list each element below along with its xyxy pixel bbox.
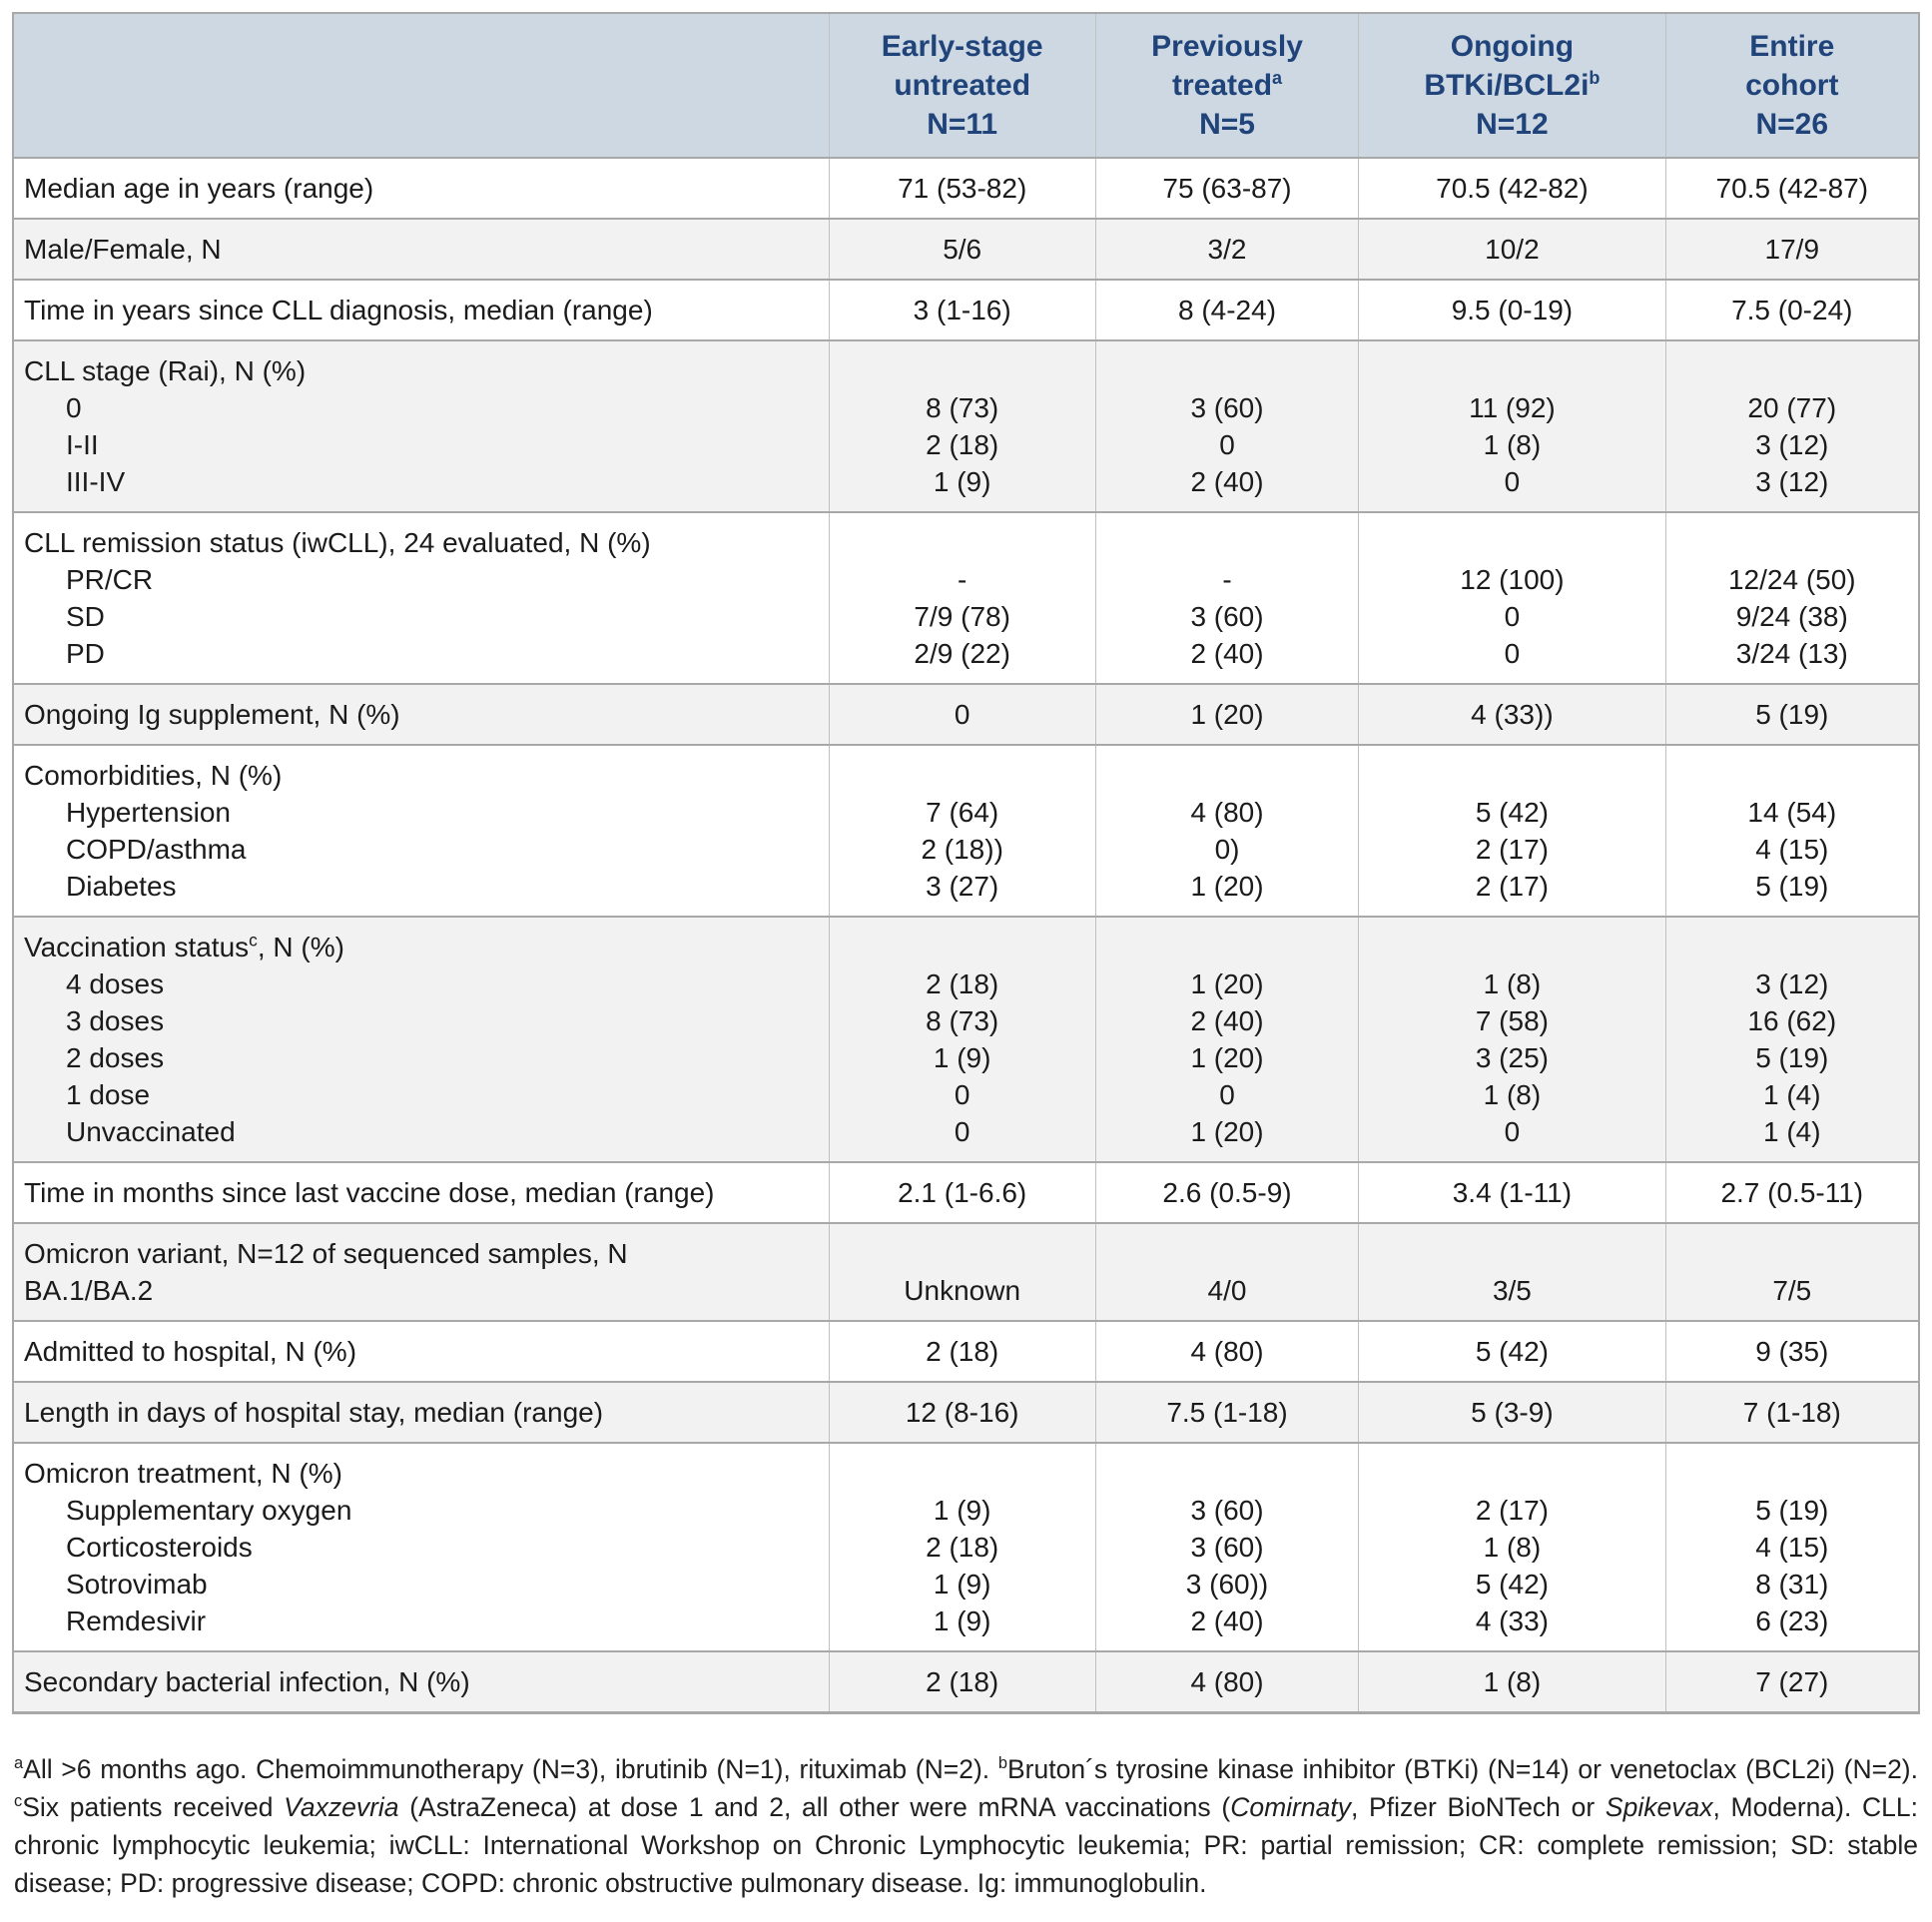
table-row xyxy=(13,280,1919,340)
value-line: 2.1 (1-6.6) xyxy=(898,1177,1027,1208)
value-line: 0 xyxy=(954,699,970,730)
value-line: 3 (12) xyxy=(1755,968,1829,999)
value-line: 5 (42) xyxy=(1475,797,1549,828)
row-label-line: COPD/asthma xyxy=(66,834,247,865)
row-label-cell xyxy=(13,158,829,219)
value-cell xyxy=(1665,512,1919,684)
value-line: Unknown xyxy=(904,1275,1021,1306)
value-line: 4/0 xyxy=(1207,1275,1247,1306)
row-label-cell xyxy=(13,1223,829,1321)
row-label-cell xyxy=(13,340,829,512)
value-line: 3 (25) xyxy=(1475,1042,1549,1073)
table-row xyxy=(13,1162,1919,1223)
value-line: 1 (4) xyxy=(1763,1079,1821,1110)
value-cell xyxy=(1665,745,1919,917)
footnote-vaccine-name: Comirnaty xyxy=(1230,1792,1351,1822)
value-line: 3 (60) xyxy=(1190,1495,1264,1526)
row-label-line: BA.1/BA.2 xyxy=(24,1275,154,1306)
value-cell xyxy=(1359,684,1665,745)
row-label-line: 0 xyxy=(66,392,82,423)
value-line: 4 (80) xyxy=(1190,797,1264,828)
value-line: 3/5 xyxy=(1492,1275,1532,1306)
row-label-line: Diabetes xyxy=(66,871,177,902)
row-label-line: PR/CR xyxy=(66,564,154,595)
value-cell xyxy=(1095,1651,1358,1713)
row-label-line: CLL remission status (iwCLL), 24 evaluated, N (%) xyxy=(24,527,651,558)
value-cell xyxy=(1665,340,1919,512)
value-line: 6 (23) xyxy=(1755,1605,1829,1636)
value-line xyxy=(1369,1235,1654,1272)
row-label-cell xyxy=(13,1162,829,1223)
value-line: 9 (35) xyxy=(1755,1336,1829,1367)
value-line: 0 xyxy=(954,1079,970,1110)
value-line xyxy=(840,929,1085,965)
value-cell xyxy=(1665,1162,1919,1223)
value-line: 7/5 xyxy=(1772,1275,1812,1306)
value-line: 9/24 (38) xyxy=(1735,601,1848,632)
value-cell xyxy=(1665,917,1919,1162)
value-line: 1 (20) xyxy=(1190,1116,1264,1147)
value-cell xyxy=(829,1443,1095,1651)
value-cell xyxy=(1095,1321,1358,1382)
value-line: 11 (92) xyxy=(1469,392,1556,423)
row-label-line: I-II xyxy=(66,429,99,460)
value-line xyxy=(1369,757,1654,794)
column-header: Early-stage untreated N=11 xyxy=(829,13,1095,158)
row-label-cell xyxy=(13,219,829,280)
value-line: 2 (40) xyxy=(1190,638,1264,669)
footnote-marker: a xyxy=(14,1754,24,1773)
value-cell xyxy=(1359,1651,1665,1713)
value-line: 2/9 (22) xyxy=(914,638,1010,669)
value-cell xyxy=(1359,1162,1665,1223)
row-label-line: Omicron treatment, N (%) xyxy=(24,1458,342,1489)
value-cell xyxy=(1359,219,1665,280)
value-line: 2 (40) xyxy=(1190,1605,1264,1636)
header-footnote-marker: b xyxy=(1589,68,1601,88)
row-label-cell xyxy=(13,280,829,340)
value-line: 4 (15) xyxy=(1755,1532,1829,1563)
value-line: 1 (9) xyxy=(933,1042,991,1073)
value-line: 0 xyxy=(1504,601,1521,632)
row-label-cell xyxy=(13,512,829,684)
value-line: 0 xyxy=(1219,1079,1235,1110)
row-label-line: CLL stage (Rai), N (%) xyxy=(24,355,307,386)
value-line xyxy=(1106,757,1348,794)
value-line xyxy=(1676,757,1908,794)
value-cell xyxy=(1665,1651,1919,1713)
value-line xyxy=(1369,929,1654,965)
value-line: 12/24 (50) xyxy=(1727,564,1856,595)
row-label-line: Sotrovimab xyxy=(66,1569,208,1600)
value-line: 5 (3-9) xyxy=(1471,1397,1554,1428)
table-row xyxy=(13,158,1919,219)
value-line xyxy=(1676,1235,1908,1272)
value-line: 4 (33)) xyxy=(1471,699,1554,730)
row-label-line: Unvaccinated xyxy=(66,1116,236,1147)
value-line: 2 (40) xyxy=(1190,466,1264,497)
value-line: 70.5 (42-82) xyxy=(1436,173,1589,204)
header-label-spacer xyxy=(13,13,829,158)
value-line: 2.7 (0.5-11) xyxy=(1720,1177,1864,1208)
value-line: 2 (17) xyxy=(1475,871,1549,902)
value-cell xyxy=(1665,1382,1919,1443)
value-line xyxy=(1369,1455,1654,1492)
value-line: 4 (33) xyxy=(1475,1605,1549,1636)
value-line: 3.4 (1-11) xyxy=(1452,1177,1573,1208)
value-cell xyxy=(1095,1223,1358,1321)
value-line: 1 (8) xyxy=(1483,429,1542,460)
row-label-line: Admitted to hospital, N (%) xyxy=(24,1336,357,1367)
row-label-cell xyxy=(13,1443,829,1651)
row-label-cell xyxy=(13,917,829,1162)
value-line: 5 (19) xyxy=(1755,871,1829,902)
value-line: 17/9 xyxy=(1764,234,1820,265)
value-cell xyxy=(1359,340,1665,512)
value-line: 1 (8) xyxy=(1483,1666,1542,1697)
row-label-line: Supplementary oxygen xyxy=(66,1495,352,1526)
row-label-line: 2 doses xyxy=(66,1042,165,1073)
value-line: 3/2 xyxy=(1207,234,1247,265)
row-label-cell xyxy=(13,684,829,745)
value-line: 2 (17) xyxy=(1475,1495,1549,1526)
row-label-cell xyxy=(13,1321,829,1382)
value-line: 5 (19) xyxy=(1755,1042,1829,1073)
value-cell xyxy=(829,745,1095,917)
patient-characteristics-table xyxy=(12,12,1920,1714)
value-line xyxy=(1106,1455,1348,1492)
value-line: 75 (63-87) xyxy=(1162,173,1292,204)
value-cell xyxy=(1359,1321,1665,1382)
value-line: 7 (27) xyxy=(1755,1666,1829,1697)
value-line xyxy=(1106,929,1348,965)
row-label-line: Time in years since CLL diagnosis, median (range) xyxy=(24,295,653,325)
value-line: 4 (80) xyxy=(1190,1666,1264,1697)
value-line: 3 (60) xyxy=(1190,392,1264,423)
value-line: 10/2 xyxy=(1485,234,1540,265)
value-cell xyxy=(1665,219,1919,280)
value-line: 1 (9) xyxy=(933,1569,991,1600)
value-line: 8 (4-24) xyxy=(1177,295,1277,325)
value-line: 1 (8) xyxy=(1483,1079,1542,1110)
value-line xyxy=(840,524,1085,561)
value-line: 12 (8-16) xyxy=(905,1397,1019,1428)
value-line: 1 (20) xyxy=(1190,968,1264,999)
value-line: 1 (9) xyxy=(933,1495,991,1526)
row-label-line: 3 doses xyxy=(66,1005,165,1036)
value-line: 8 (31) xyxy=(1755,1569,1829,1600)
row-label-line: Comorbidities, N (%) xyxy=(24,760,283,791)
row-label-line: Omicron variant, N=12 of sequenced samples, N xyxy=(24,1238,628,1269)
row-label-line: SD xyxy=(66,601,105,632)
value-line: 12 (100) xyxy=(1460,564,1565,595)
value-line: 2 (18) xyxy=(926,1532,999,1563)
value-cell xyxy=(1095,1443,1358,1651)
value-line: 2.6 (0.5-9) xyxy=(1162,1177,1292,1208)
value-line: 5 (19) xyxy=(1755,699,1829,730)
table-row xyxy=(13,340,1919,512)
row-label-cell xyxy=(13,745,829,917)
value-line xyxy=(840,757,1085,794)
value-line: 1 (9) xyxy=(933,466,991,497)
column-header: Entire cohort N=26 xyxy=(1665,13,1919,158)
value-line: 7/9 (78) xyxy=(914,601,1010,632)
table-footnote: $^a$All >6 months ago. Chemoimmunotherapy (N=3), ibrutinib (N=1), rituximab (N=2). $^b$Bruton´s tyrosine kinase inhibitor (BTKi) (N=14) or venetoclax (BCL2i) (N=2). $^c$Six patients received Vaxzevria (AstraZeneca) at dose 1 and 2, all other were mRNA vaccinations (Comirnaty, Pfizer BioNTech or Spikevax, Moderna). CLL: chronic lymphocytic leukemia; iwCLL: International Workshop on Chronic Lymphocytic leukemia; PR: partial remission; CR: complete remission; SD: stable disease; PD: progressive disease; COPD: chronic obstructive pulmonary disease. Ig: immunoglobulin. xyxy=(14,1754,1918,1898)
footnote-marker: b xyxy=(997,1754,1007,1773)
row-label-line: 1 dose xyxy=(66,1079,151,1110)
value-line: 2 (18) xyxy=(926,429,999,460)
value-line: 0) xyxy=(1214,834,1240,865)
value-line: 9.5 (0-19) xyxy=(1451,295,1574,325)
value-line: 3 (60) xyxy=(1190,601,1264,632)
table-row xyxy=(13,684,1919,745)
value-line: 3 (60) xyxy=(1190,1532,1264,1563)
value-cell xyxy=(1665,684,1919,745)
value-line: 5 (42) xyxy=(1475,1336,1549,1367)
row-label-line: Corticosteroids xyxy=(66,1532,253,1563)
table-row xyxy=(13,745,1919,917)
value-line xyxy=(1106,524,1348,561)
value-line: 1 (9) xyxy=(933,1605,991,1636)
value-line: 5 (42) xyxy=(1475,1569,1549,1600)
value-cell xyxy=(829,158,1095,219)
label-footnote-marker: c xyxy=(249,930,258,951)
value-line: 0 xyxy=(954,1116,970,1147)
table-row xyxy=(13,917,1919,1162)
value-line: 8 (73) xyxy=(926,1005,999,1036)
value-cell xyxy=(1095,917,1358,1162)
value-cell xyxy=(829,917,1095,1162)
header-row xyxy=(13,13,1919,158)
value-line: 3 (1-16) xyxy=(913,295,1011,325)
value-cell xyxy=(1095,1382,1358,1443)
row-label-line: 4 doses xyxy=(66,968,165,999)
value-line: 1 (20) xyxy=(1190,699,1264,730)
value-line: 7.5 (0-24) xyxy=(1731,295,1853,325)
value-line xyxy=(840,1455,1085,1492)
value-cell xyxy=(1095,745,1358,917)
value-line xyxy=(1369,524,1654,561)
footnote-vaccine-name: Vaxzevria xyxy=(284,1792,399,1822)
value-line: 1 (20) xyxy=(1190,1042,1264,1073)
row-label-line: PD xyxy=(66,638,105,669)
value-line: 71 (53-82) xyxy=(898,173,1027,204)
table-row xyxy=(13,219,1919,280)
value-line: 3/24 (13) xyxy=(1735,638,1848,669)
value-line: 1 (20) xyxy=(1190,871,1264,902)
value-cell xyxy=(829,1382,1095,1443)
value-line xyxy=(1369,352,1654,389)
value-cell xyxy=(829,1223,1095,1321)
table-header xyxy=(13,13,1919,158)
column-header: Previously treated$^a$ N=5 xyxy=(1095,13,1358,158)
value-line: 16 (62) xyxy=(1747,1005,1837,1036)
row-label-line: Vaccination status$^c$, N (%) xyxy=(24,930,344,962)
table-body xyxy=(13,158,1919,1713)
value-line: 2 (18)) xyxy=(921,834,1003,865)
value-line: 0 xyxy=(1504,466,1521,497)
table-row xyxy=(13,1382,1919,1443)
value-cell xyxy=(829,219,1095,280)
value-line: 3 (60)) xyxy=(1185,1569,1269,1600)
value-cell xyxy=(1665,1321,1919,1382)
value-cell xyxy=(829,1321,1095,1382)
row-label-cell xyxy=(13,1382,829,1443)
row-label-line: Secondary bacterial infection, N (%) xyxy=(24,1666,470,1697)
value-cell xyxy=(1359,280,1665,340)
value-line xyxy=(1676,929,1908,965)
value-cell xyxy=(1095,1162,1358,1223)
value-line: 5/6 xyxy=(943,234,982,265)
row-label-line: Remdesivir xyxy=(66,1605,207,1636)
value-line xyxy=(1676,524,1908,561)
value-line: 0 xyxy=(1504,1116,1521,1147)
value-line: 2 (18) xyxy=(926,968,999,999)
value-cell xyxy=(829,512,1095,684)
header-footnote-marker: a xyxy=(1272,68,1283,88)
footnote-marker: c xyxy=(14,1792,23,1811)
row-label-line: Ongoing Ig supplement, N (%) xyxy=(24,699,400,730)
value-line xyxy=(840,1235,1085,1272)
value-cell xyxy=(1095,340,1358,512)
value-line: 70.5 (42-87) xyxy=(1715,173,1869,204)
table-row xyxy=(13,512,1919,684)
value-line: 1 (8) xyxy=(1483,968,1542,999)
value-line: 4 (80) xyxy=(1190,1336,1264,1367)
value-line xyxy=(1106,1235,1348,1272)
value-line: 8 (73) xyxy=(926,392,999,423)
value-cell xyxy=(1665,280,1919,340)
value-cell xyxy=(1359,745,1665,917)
value-cell xyxy=(829,340,1095,512)
value-cell xyxy=(1095,512,1358,684)
value-cell xyxy=(1095,684,1358,745)
row-label-line: Median age in years (range) xyxy=(24,173,374,204)
row-label-line: Time in months since last vaccine dose, median (range) xyxy=(24,1177,715,1208)
row-label-line: Hypertension xyxy=(66,797,231,828)
table-row xyxy=(13,1651,1919,1713)
value-cell xyxy=(1665,158,1919,219)
value-cell xyxy=(1359,1443,1665,1651)
value-line: 7 (1-18) xyxy=(1742,1397,1841,1428)
value-cell xyxy=(1095,219,1358,280)
value-line: 2 (18) xyxy=(926,1666,999,1697)
value-cell xyxy=(1359,1223,1665,1321)
value-line: 14 (54) xyxy=(1747,797,1837,828)
value-line: 20 (77) xyxy=(1747,392,1837,423)
value-line: 3 (12) xyxy=(1755,466,1829,497)
value-cell xyxy=(1665,1223,1919,1321)
value-line xyxy=(1676,1455,1908,1492)
value-line: 2 (40) xyxy=(1190,1005,1264,1036)
value-line: 2 (18) xyxy=(926,1336,999,1367)
value-cell xyxy=(1359,917,1665,1162)
value-line: 2 (17) xyxy=(1475,834,1549,865)
value-line: 7.5 (1-18) xyxy=(1166,1397,1288,1428)
value-cell xyxy=(1095,158,1358,219)
row-label-cell xyxy=(13,1651,829,1713)
value-line: 7 (58) xyxy=(1475,1005,1549,1036)
value-cell xyxy=(1665,1443,1919,1651)
value-line: 1 (4) xyxy=(1763,1116,1821,1147)
value-line xyxy=(1106,352,1348,389)
value-cell xyxy=(1359,512,1665,684)
column-header: Ongoing BTKi/$BCL2i^b$ N=12 xyxy=(1359,13,1665,158)
value-line: 1 (8) xyxy=(1483,1532,1542,1563)
value-line xyxy=(1676,352,1908,389)
row-label-line: Male/Female, N xyxy=(24,234,222,265)
row-label-line: III-IV xyxy=(66,466,126,497)
value-line: 3 (12) xyxy=(1755,429,1829,460)
value-cell xyxy=(1359,158,1665,219)
value-cell xyxy=(829,280,1095,340)
value-cell xyxy=(829,1162,1095,1223)
table-row xyxy=(13,1223,1919,1321)
table-row xyxy=(13,1443,1919,1651)
value-line: 3 (27) xyxy=(926,871,999,902)
footnote-vaccine-name: Spikevax xyxy=(1605,1792,1713,1822)
value-line: 4 (15) xyxy=(1755,834,1829,865)
row-label-line: Length in days of hospital stay, median (range) xyxy=(24,1397,604,1428)
value-line xyxy=(840,352,1085,389)
value-cell xyxy=(1095,280,1358,340)
value-cell xyxy=(1359,1382,1665,1443)
table-row xyxy=(13,1321,1919,1382)
value-line: 0 xyxy=(1504,638,1521,669)
value-line: 0 xyxy=(1219,429,1235,460)
value-line: - xyxy=(1222,564,1232,595)
value-cell xyxy=(829,1651,1095,1713)
value-line: 7 (64) xyxy=(926,797,999,828)
value-cell xyxy=(829,684,1095,745)
value-line: - xyxy=(958,564,967,595)
value-line: 5 (19) xyxy=(1755,1495,1829,1526)
